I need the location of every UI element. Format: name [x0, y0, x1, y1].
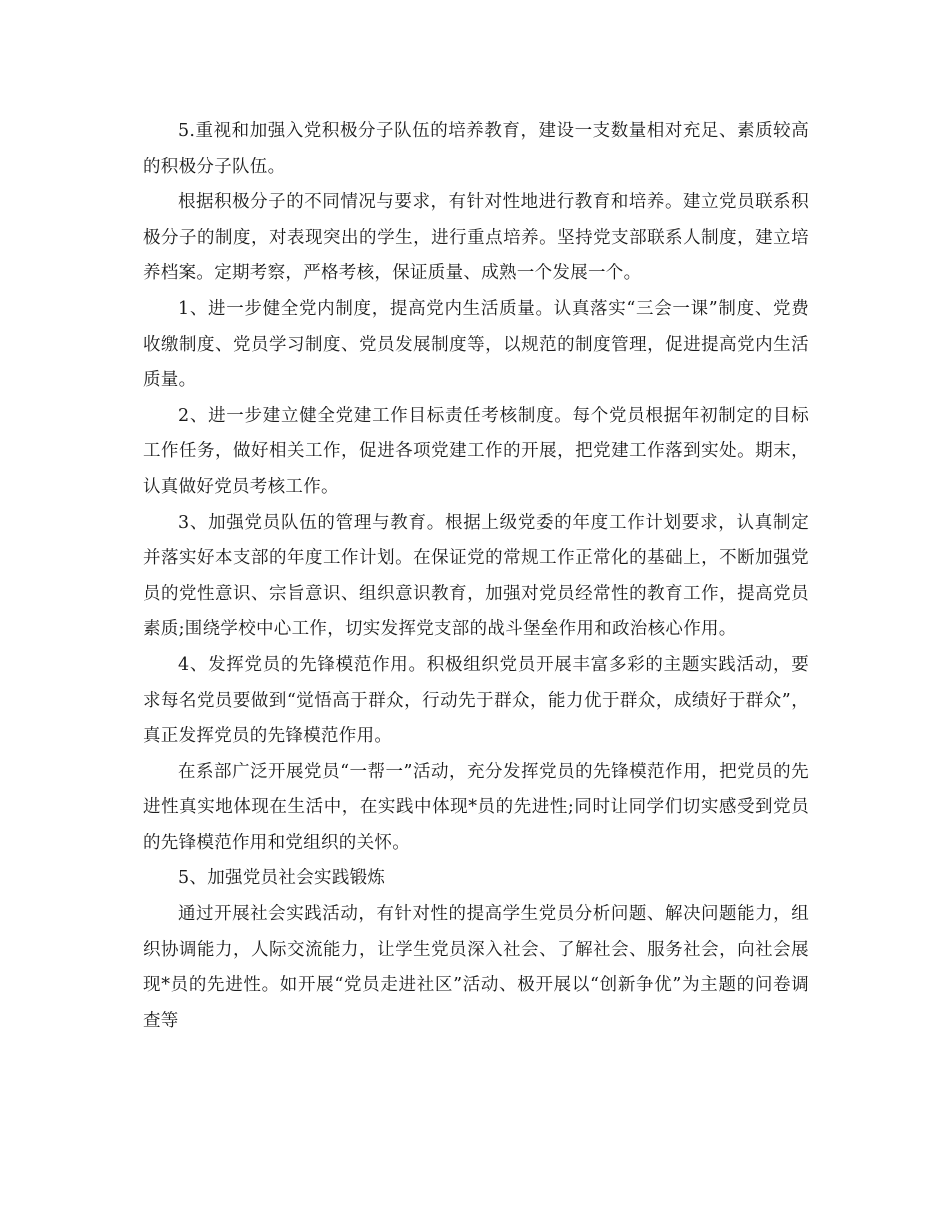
- paragraph-responsibility-assessment: 2、进一步建立健全党建工作目标责任考核制度。每个党员根据年初制定的目标工作任务，做好相关工作，促进各项党建工作的开展，把党建工作落到实处。期末，认真做好党员考核工作。: [143, 405, 809, 497]
- paragraph-social-practice-heading: 5、加强党员社会实践锻炼: [178, 868, 386, 889]
- paragraph-vanguard-role: 4、发挥党员的先锋模范作用。积极组织党员开展丰富多彩的主题实践活动，要求每名党员要做到“觉悟高于群众，行动先于群众，能力优于群众，成绩好于群众”，真正发挥党员的先锋模范作用。: [143, 654, 809, 747]
- paragraph-one-help-one: 在系部广泛开展党员“一帮一”活动，充分发挥党员的先锋模范作用，把党员的先进性真实地体现在生活中，在实践中体现*员的先进性;同时让同学们切实感受到党员的先锋模范作用和党组织的关怀。: [143, 761, 809, 853]
- paragraph-activist-training-body: 根据积极分子的不同情况与要求，有针对性地进行教育和培养。建立党员联系积极分子的制度，对表现突出的学生，进行重点培养。坚持党支部联系人制度，建立培养档案。定期考察，严格考核，保证质量、成熟一个发展一个。: [143, 192, 809, 284]
- paragraph-member-education: 3、加强党员队伍的管理与教育。根据上级党委的年度工作计划要求，认真制定并落实好本支部的年度工作计划。在保证党的常规工作正常化的基础上，不断加强党员的党性意识、宗旨意识、组织意识教育，加强对党员经常性的教育工作，提高党员素质;围绕学校中心工作，切实发挥党支部的战斗堡垒作用和政治核心作用。: [143, 512, 809, 640]
- paragraph-activist-training-heading: 5.重视和加强入党积极分子队伍的培养教育，建设一支数量相对充足、素质较高的积极分子队伍。: [143, 121, 809, 177]
- document-body: [143, 114, 809, 1039]
- paragraph-party-system: 1、进一步健全党内制度，提高党内生活质量。认真落实“三会一课”制度、党费收缴制度、党员学习制度、党员发展制度等，以规范的制度管理，促进提高党内生活质量。: [143, 298, 809, 391]
- paragraph-social-practice-body: 通过开展社会实践活动，有针对性的提高学生党员分析问题、解决问题能力，组织协调能力，人际交流能力，让学生党员深入社会、了解社会、服务社会，向社会展现*员的先进性。如开展“党员走进社区”活动、极开展以“创新争优”为主题的问卷调查等: [143, 904, 809, 1031]
